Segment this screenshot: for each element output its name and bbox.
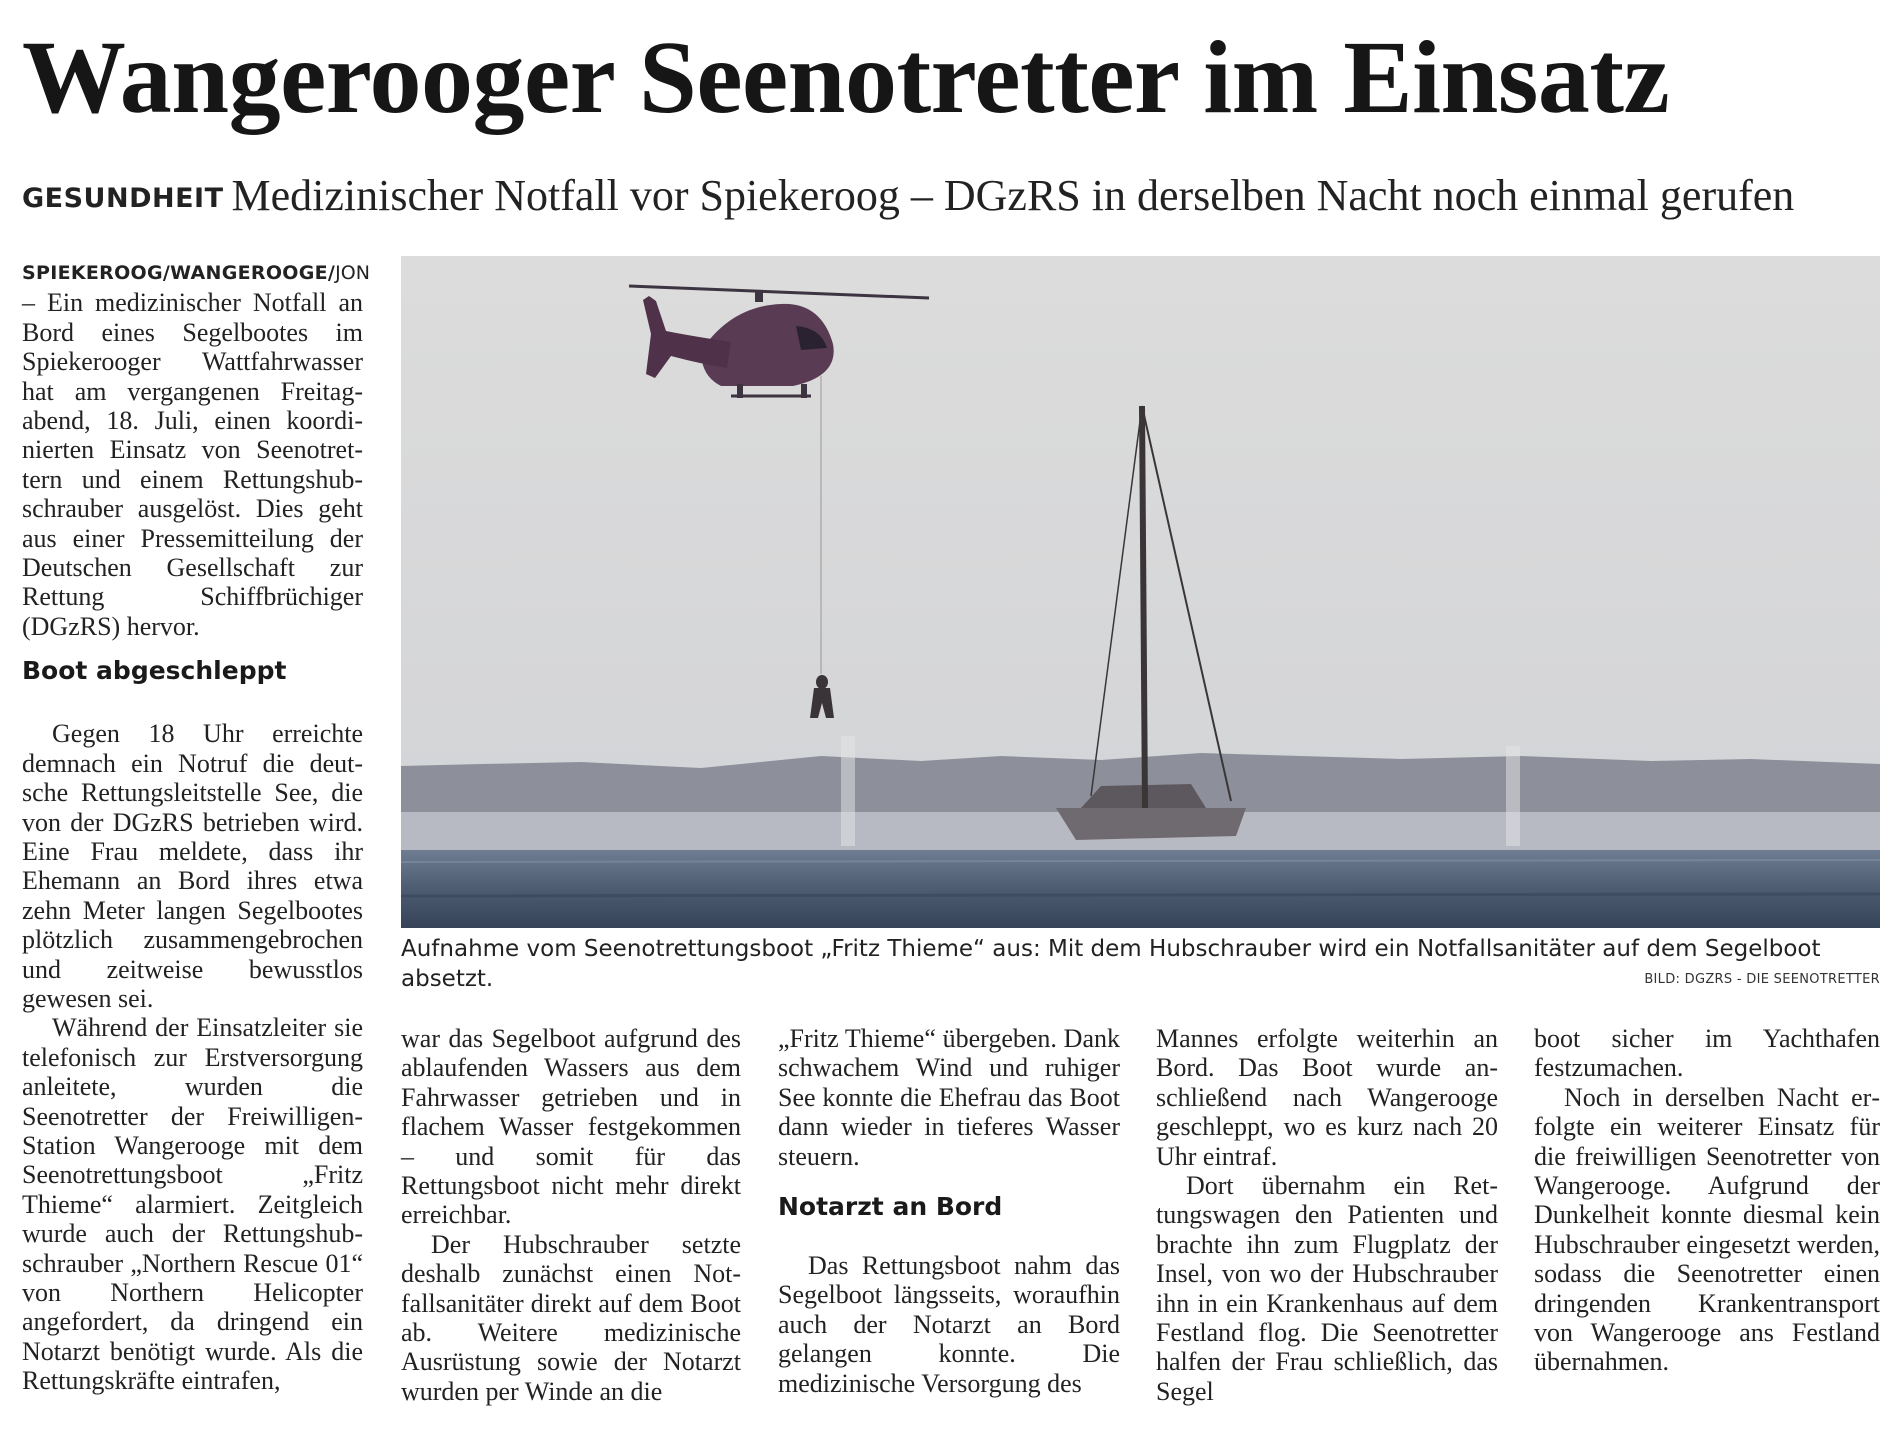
headline: Wangerooger Seenotretter im Einsatz — [22, 20, 1670, 135]
paragraph: Dort übernahm ein Rettungswagen den Patienten und brachte ihn zum Flugplatz der Insel, von wo der Hubschrauber ihn in ein Krankenhaus auf dem Festland flog. Die Seenotretter halfen der Frau schließlich, das Segel — [1156, 1171, 1498, 1406]
subheadline-row — [22, 168, 1882, 227]
article-photo — [401, 256, 1880, 928]
paragraph: Der Hubschrauber setzte deshalb zunächst einen Notfallsanitäter direkt auf dem Boot ab. Weitere medizinische Ausrüstung sowie der Notarzt wurden per Winde an die — [401, 1229, 741, 1406]
dateline-author: JON — [335, 262, 370, 284]
helicopter-sailboat-photo — [401, 256, 1880, 928]
subheadline: Medizinischer Notfall vor Spiekeroog – DGzRS in derselben Nacht noch einmal gerufen — [231, 171, 1795, 220]
dateline: SPIEKEROOG/WANGEROOGE/ — [22, 262, 336, 284]
photo-credit: BILD: DGZRS - DIE SEENOTRETTER — [1644, 972, 1880, 987]
subhead-boot-abgeschleppt: Boot abgeschleppt — [22, 656, 287, 686]
intro-text: – Ein medizinischer Notfall an Bord eines Segelbootes im Spiekerooger Wattfahrwasser hat am vergangenen Freitagabend, 18. Juli, einen koordinierten Einsatz von Seenotrettern und einem Rettungshubschrauber ausgelöst. Dies geht aus einer Pressemitteilung der Deutschen Gesellschaft zur Rettung Schiffbrüchiger (DGzRS) hervor. — [22, 288, 363, 641]
paragraph: Noch in derselben Nacht erfolgte ein weiterer Einsatz für die freiwilligen Seenotretter von Wangerooge. Aufgrund der Dunkelheit konnte diesmal kein Hubschrauber eingesetzt werden, sodass die Seenotretter einen dringenden Krankentransport von Wangerooge ans Festland übernahmen. — [1534, 1082, 1880, 1377]
intro-paragraph — [22, 256, 370, 641]
paragraph: „Fritz Thieme“ übergeben. Dank schwachem Wind und ruhiger See konnte die Ehefrau das Boot dann wieder in tieferes Wasser steuern. — [778, 1024, 1120, 1171]
article-column-3 — [778, 1024, 1120, 1398]
paragraph: Mannes erfolgte weiterhin an Bord. Das Boot wurde anschließend nach Wangerooge geschleppt, wo es kurz nach 20 Uhr eintraf. — [1156, 1024, 1498, 1171]
photo-caption: Aufnahme vom Seenotrettungsboot „Fritz Thieme“ aus: Mit dem Hubschrauber wird ein Notfallsanitäter auf dem Segelboot absetzt. — [401, 936, 1821, 992]
article-column-5 — [1534, 1024, 1880, 1377]
article-column-1 — [22, 256, 370, 1396]
article-column-4 — [1156, 1024, 1498, 1406]
paragraph: boot sicher im Yachthafen festzumachen. — [1534, 1024, 1880, 1083]
paragraph: war das Segelboot aufgrund des ablaufenden Wassers aus dem Fahrwasser getrieben und in flachem Wasser festgekommen – und somit für das Rettungsboot nicht mehr direkt erreichbar. — [401, 1024, 741, 1230]
paragraph: Während der Einsatzleiter sie telefonisch zur Erstversorgung anleitete, wurden die Seenotretter der Freiwilligen-Station Wangerooge mit dem Seenotrettungsboot „Fritz Thieme“ alarmiert. Zeitgleich wurde auch der Rettungshubschrauber „Northern Rescue 01“ von Northern Helicopter angefordert, da dringend ein Notarzt benötigt wurde. Als die Rettungskräfte eintrafen, — [22, 1013, 363, 1396]
article-column-2 — [401, 1024, 741, 1406]
paragraph: Das Rettungsboot nahm das Segelboot längsseits, woraufhin auch der Notarzt an Bord gelangen konnte. Die medizinische Versorgung des — [778, 1251, 1120, 1398]
paragraph: Gegen 18 Uhr erreichte demnach ein Notruf die deutsche Rettungsleitstelle See, die von der DGzRS betrieben wird. Eine Frau meldete, dass ihr Ehemann an Bord ihres etwa zehn Meter langen Segelbootes plötzlich zusammengebrochen und zeitweise bewusstlos gewesen sei. — [22, 719, 363, 1013]
kicker: GESUNDHEIT — [22, 183, 224, 214]
subhead-notarzt-an-bord: Notarzt an Bord — [778, 1192, 1003, 1222]
